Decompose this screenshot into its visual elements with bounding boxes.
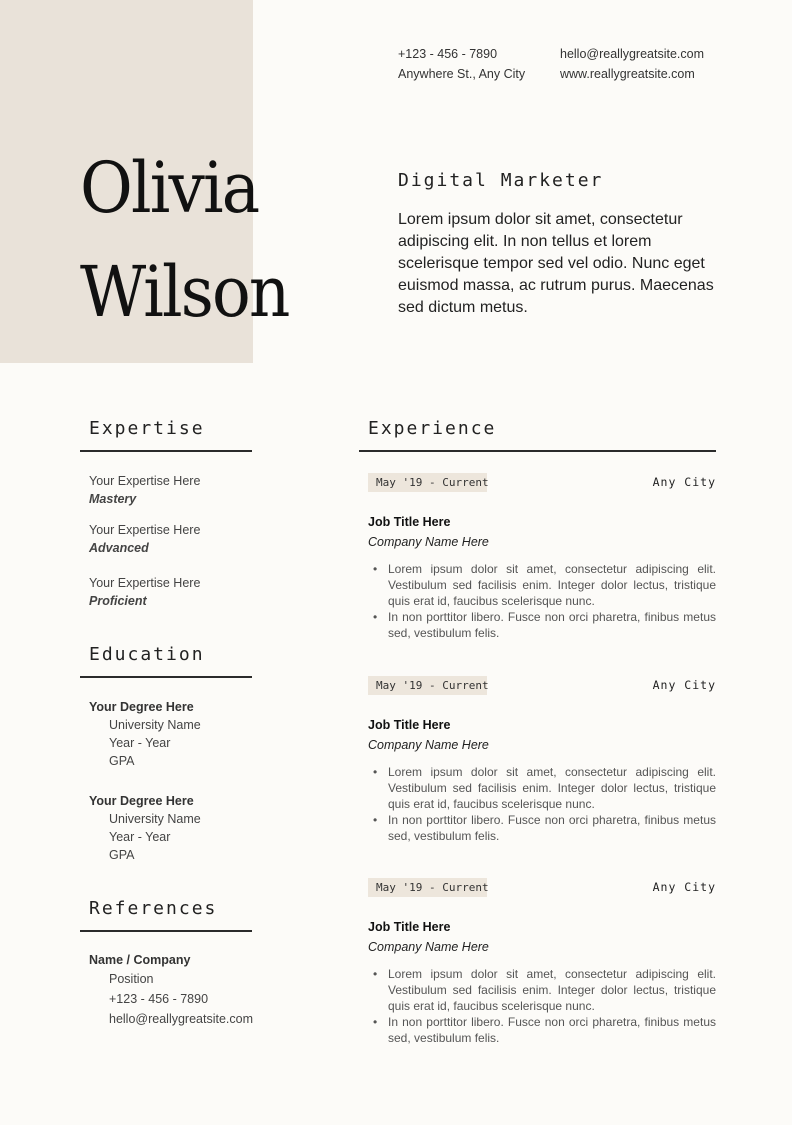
reference-name: Name / Company bbox=[89, 953, 191, 967]
expertise-label: Your Expertise Here bbox=[89, 523, 201, 537]
job-title: Job Title Here bbox=[368, 515, 451, 529]
contact-block-right bbox=[560, 44, 704, 84]
university-text: University Name bbox=[109, 718, 201, 732]
summary-text: Lorem ipsum dolor sit amet, consectetur adipiscing elit. In non tellus et lorem scelerisque tempor sed vel odio. Nunc eget euismod massa, ac rutrum purus. Maecenas sed dictum metus. bbox=[398, 211, 714, 316]
reference-phone: +123 - 456 - 7890 bbox=[109, 992, 209, 1006]
education-heading: Education bbox=[89, 644, 205, 665]
expertise-item bbox=[89, 472, 200, 508]
role-title: Digital Marketer bbox=[398, 170, 604, 191]
degree-text: Your Degree Here bbox=[89, 700, 194, 714]
degree-text: Your Degree Here bbox=[89, 794, 194, 808]
date-badge: May '19 - Current bbox=[368, 473, 487, 492]
experience-item bbox=[368, 676, 716, 856]
date-badge: May '19 - Current bbox=[368, 676, 487, 695]
bullet-list bbox=[368, 561, 716, 641]
expertise-level: Proficient bbox=[89, 594, 147, 608]
expertise-heading: Expertise bbox=[89, 418, 205, 439]
bullet-item: • Lorem ipsum dolor sit amet, consectetur adipiscing elit. Vestibulum sed facilisis enim. Integer dolor lectus, tristique quis erat id, faucibus scelerisque nunc. bbox=[368, 561, 716, 609]
bullet-item: • In non porttitor libero. Fusce non orci pharetra, finibus metus sed, vestibulum felis. bbox=[368, 1014, 716, 1046]
experience-item bbox=[368, 473, 716, 653]
expertise-divider bbox=[80, 450, 252, 452]
bullet-list bbox=[368, 764, 716, 844]
education-item bbox=[89, 698, 201, 770]
gpa-text: GPA bbox=[109, 754, 135, 768]
references-divider bbox=[80, 930, 252, 932]
expertise-label: Your Expertise Here bbox=[89, 474, 201, 488]
company-name: Company Name Here bbox=[368, 940, 489, 954]
expertise-item bbox=[89, 521, 200, 557]
bullet-item: • Lorem ipsum dolor sit amet, consectetur adipiscing elit. Vestibulum sed facilisis enim. Integer dolor lectus, tristique quis erat id, faucibus scelerisque nunc. bbox=[368, 966, 716, 1014]
date-badge: May '19 - Current bbox=[368, 878, 487, 897]
expertise-level: Advanced bbox=[89, 541, 149, 555]
education-divider bbox=[80, 676, 252, 678]
address-text: Anywhere St., Any City bbox=[398, 67, 526, 81]
reference-item bbox=[89, 951, 253, 1029]
years-text: Year - Year bbox=[109, 830, 171, 844]
bullet-item: • In non porttitor libero. Fusce non orci pharetra, finibus metus sed, vestibulum felis. bbox=[368, 609, 716, 641]
last-name: Wilson bbox=[80, 251, 289, 333]
phone-text: +123 - 456 - 7890 bbox=[398, 47, 498, 61]
expertise-label: Your Expertise Here bbox=[89, 576, 201, 590]
reference-email[interactable]: hello@reallygreatsite.com bbox=[109, 1012, 254, 1026]
experience-item bbox=[368, 878, 716, 1058]
first-name: Olivia bbox=[80, 147, 259, 229]
reference-position: Position bbox=[109, 972, 154, 986]
company-name: Company Name Here bbox=[368, 535, 489, 549]
city-text: Any City bbox=[652, 880, 716, 894]
contact-block-left bbox=[398, 44, 525, 84]
experience-divider bbox=[359, 450, 716, 452]
education-item bbox=[89, 792, 201, 864]
experience-heading: Experience bbox=[368, 418, 497, 439]
job-title: Job Title Here bbox=[368, 718, 451, 732]
bullet-item: • Lorem ipsum dolor sit amet, consectetur adipiscing elit. Vestibulum sed facilisis enim. Integer dolor lectus, tristique quis erat id, faucibus scelerisque nunc. bbox=[368, 764, 716, 812]
website-link[interactable]: www.reallygreatsite.com bbox=[560, 67, 695, 81]
job-title: Job Title Here bbox=[368, 920, 451, 934]
bullet-item: • In non porttitor libero. Fusce non orci pharetra, finibus metus sed, vestibulum felis. bbox=[368, 812, 716, 844]
references-heading: References bbox=[89, 898, 218, 919]
bullet-list bbox=[368, 966, 716, 1046]
expertise-level: Mastery bbox=[89, 492, 137, 506]
city-text: Any City bbox=[652, 475, 716, 489]
university-text: University Name bbox=[109, 812, 201, 826]
email-link[interactable]: hello@reallygreatsite.com bbox=[560, 47, 705, 61]
expertise-item bbox=[89, 574, 200, 610]
company-name: Company Name Here bbox=[368, 738, 489, 752]
years-text: Year - Year bbox=[109, 736, 171, 750]
gpa-text: GPA bbox=[109, 848, 135, 862]
city-text: Any City bbox=[652, 678, 716, 692]
